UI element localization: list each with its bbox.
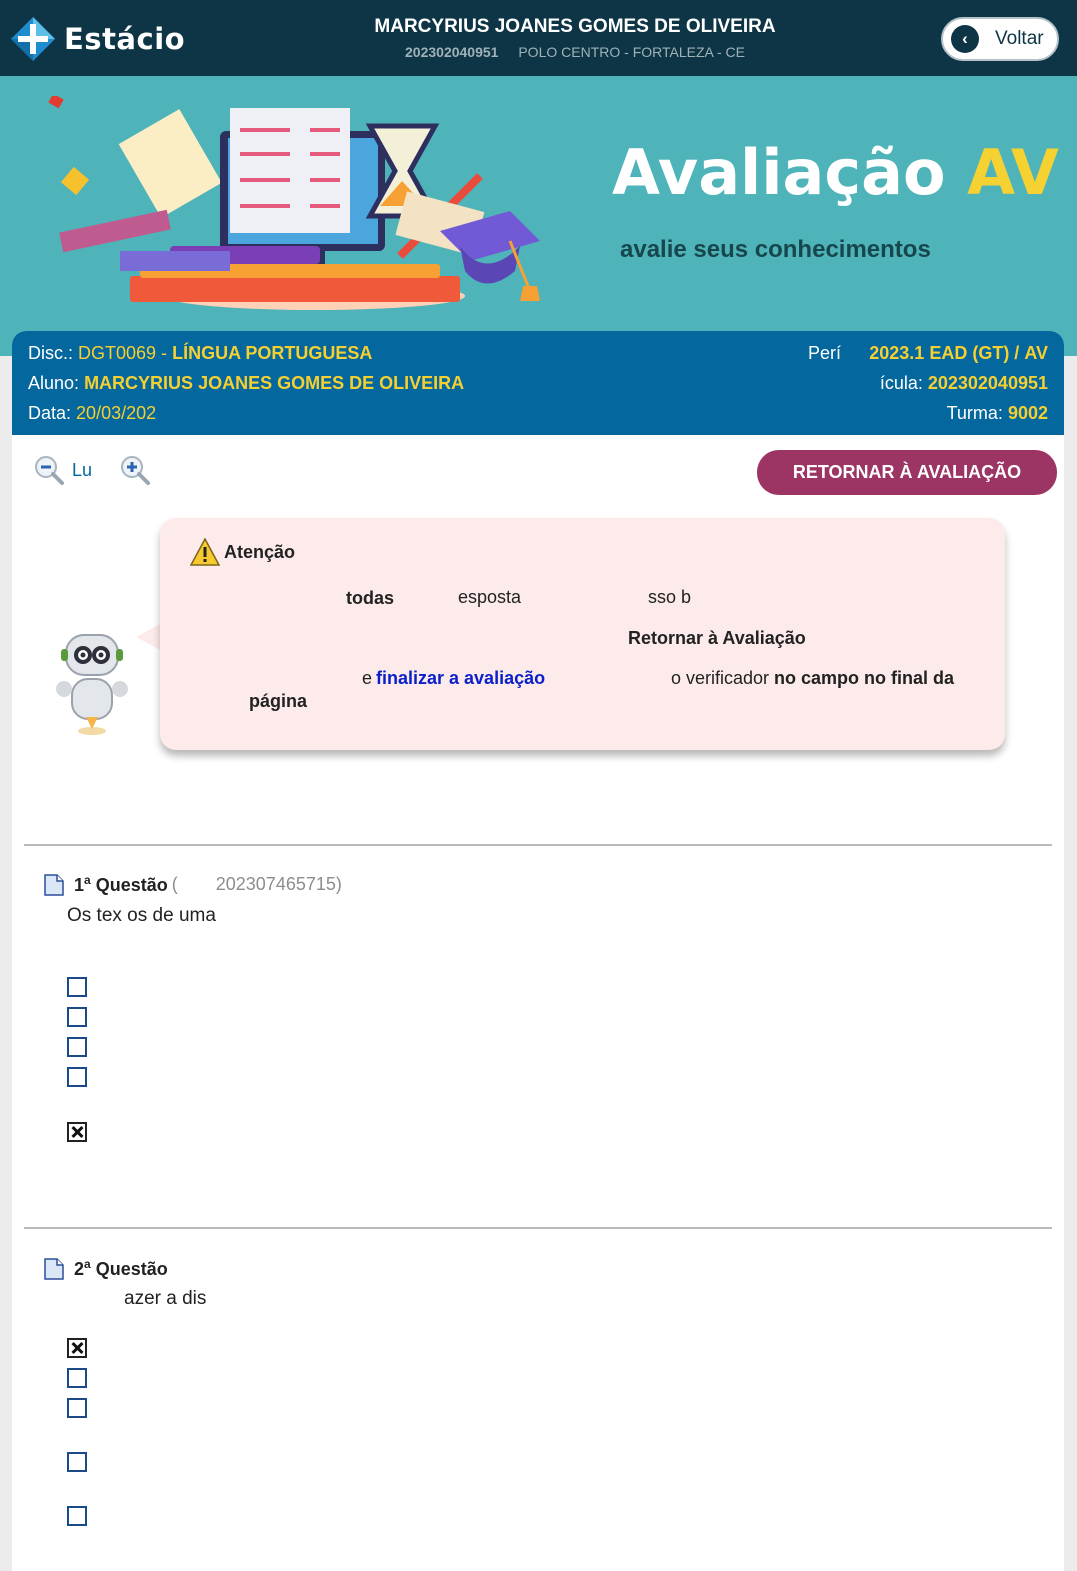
finalizar-avaliacao-link[interactable]: finalizar a avaliação	[376, 668, 546, 688]
aluno-label: Aluno:	[28, 373, 80, 393]
student-matricula: 202302040951	[405, 44, 499, 60]
question-1-code: ( 202307465715)	[171, 874, 342, 894]
zoom-out-icon[interactable]	[34, 455, 64, 485]
bubble-tail	[136, 623, 162, 651]
attention-word-ssob: sso b	[648, 587, 692, 607]
question-1-text: Os tex os de uma	[67, 905, 216, 926]
voltar-label: Voltar	[995, 28, 1044, 49]
question-1-header	[44, 873, 342, 896]
attention-word-esposta: esposta	[458, 587, 522, 607]
question-2-option-a-checkbox[interactable]	[67, 1338, 87, 1358]
hero-title	[612, 136, 1059, 209]
attention-word-pagina: página	[249, 691, 308, 711]
matricula-row	[880, 373, 1048, 394]
question-1-option-e-checkbox[interactable]	[67, 1122, 87, 1142]
aluno-row	[28, 373, 464, 394]
periodo-row	[869, 343, 1048, 364]
attention-word-verificador: o verificador	[671, 668, 770, 688]
turma-value: 9002	[1007, 403, 1048, 423]
question-2-header	[44, 1257, 168, 1280]
robot-mascot-icon	[52, 627, 132, 737]
hero-title-accent: AV	[967, 136, 1059, 209]
content-card	[12, 331, 1064, 1571]
question-2-option-d-checkbox[interactable]	[67, 1452, 87, 1472]
retornar-avaliacao-button[interactable]: RETORNAR À AVALIAÇÃO	[757, 450, 1057, 495]
turma-row	[947, 403, 1048, 424]
top-bar	[0, 0, 1077, 76]
warning-icon	[190, 538, 220, 566]
aluno-name: MARCYRIUS JOANES GOMES DE OLIVEIRA	[84, 373, 465, 393]
question-2-option-b-checkbox[interactable]	[67, 1368, 87, 1388]
data-row	[28, 403, 156, 424]
estacio-logo[interactable]	[10, 16, 185, 62]
attention-bubble	[160, 518, 1005, 750]
question-2-number: 2$^a$ Questão	[74, 1257, 168, 1279]
question-1-option-a-checkbox[interactable]	[67, 977, 87, 997]
question-1-option-d-checkbox[interactable]	[67, 1067, 87, 1087]
zoom-in-icon[interactable]	[120, 455, 150, 485]
font-size-label: Lu	[72, 459, 93, 480]
hero-subtitle: avalie seus conhecimentos	[620, 236, 931, 263]
question-2-option-e-checkbox[interactable]	[67, 1506, 87, 1526]
student-polo: POLO CENTRO - FORTALEZA - CE	[518, 44, 745, 60]
attention-header	[190, 538, 295, 566]
estacio-logo-icon	[10, 16, 56, 62]
student-name: MARCYRIUS JOANES GOMES DE OLIVEIRA	[374, 16, 776, 37]
question-1-option-c-checkbox[interactable]	[67, 1037, 87, 1057]
matricula-label: ícula:	[879, 373, 923, 393]
student-header	[300, 16, 850, 60]
exam-info-bar	[12, 331, 1064, 435]
disc-name: LÍNGUA PORTUGUESA	[172, 343, 373, 363]
disc-label: Disc.:	[28, 343, 73, 363]
data-label: Data:	[28, 403, 72, 423]
section-divider	[24, 1227, 1052, 1229]
zoom-toolbar	[34, 455, 150, 485]
document-icon	[44, 1258, 64, 1280]
question-2-text: azer a dis	[124, 1288, 207, 1309]
disc-code: DGT0069 -	[78, 343, 168, 363]
document-icon	[44, 874, 64, 896]
question-1-option-b-checkbox[interactable]	[67, 1007, 87, 1027]
hero-title-main: Avaliação	[612, 136, 946, 209]
logo-text: Estácio	[64, 22, 186, 56]
disc-row	[28, 343, 372, 364]
chevron-left-icon: ‹	[951, 25, 979, 53]
attention-title: Atenção	[224, 541, 296, 562]
data-value: 20/03/202	[76, 403, 157, 423]
section-divider	[24, 844, 1052, 846]
attention-retornar-text: Retornar à Avaliação	[628, 628, 806, 648]
attention-no-campo: no campo no final da	[774, 668, 955, 688]
turma-label: Turma:	[946, 403, 1003, 423]
voltar-button[interactable]	[941, 17, 1059, 61]
attention-word-e: e	[362, 668, 373, 688]
hero-illustration	[40, 96, 560, 316]
attention-word-todas: todas	[346, 588, 395, 608]
question-2-option-c-checkbox[interactable]	[67, 1398, 87, 1418]
matricula-value: 202302040951	[927, 373, 1048, 393]
periodo-av: AV	[1024, 343, 1048, 363]
periodo-label: Perí	[808, 343, 842, 363]
hero-banner	[0, 76, 1077, 356]
student-subline	[300, 44, 850, 60]
periodo-value: 2023.1 EAD (GT) /	[869, 343, 1020, 363]
question-1-number: 1$^a$ Questão	[74, 873, 168, 895]
